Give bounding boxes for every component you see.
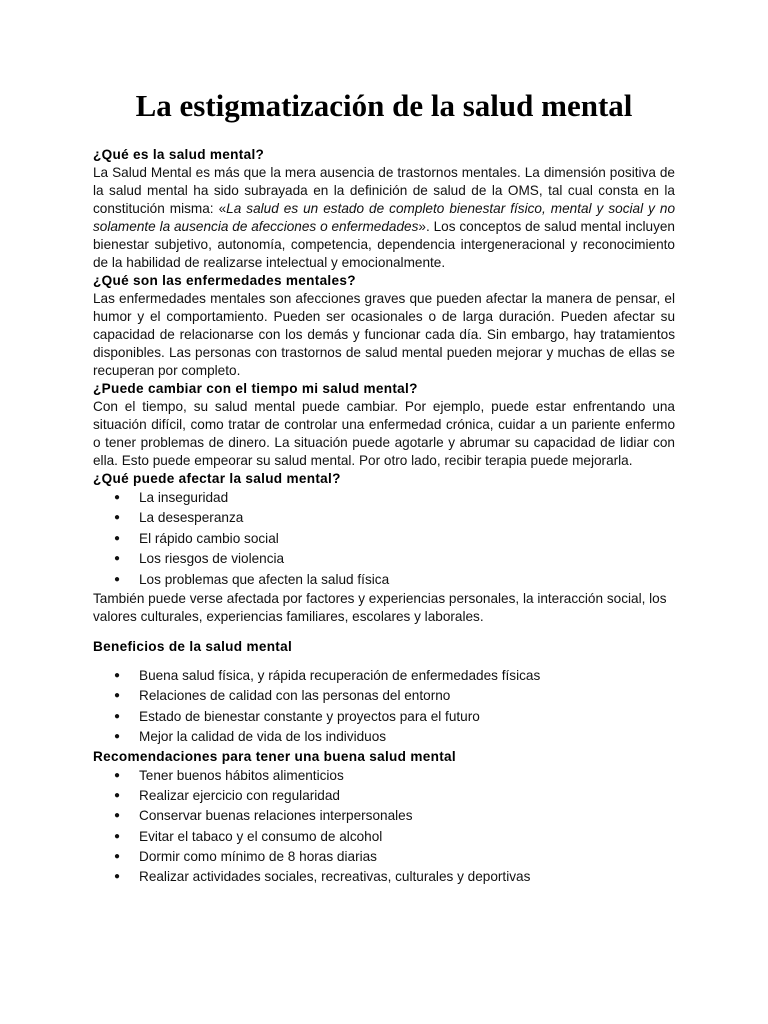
section-heading-que-puede-afectar: ¿Qué puede afectar la salud mental? <box>93 471 341 486</box>
section-paragraph-que-es-salud-mental <box>93 164 675 272</box>
bullet-icon: ● <box>114 553 121 565</box>
spacer <box>93 656 675 666</box>
list-item <box>93 806 675 826</box>
bullet-icon: ● <box>114 830 121 842</box>
bullet-icon: ● <box>114 871 121 883</box>
section-heading-recomendaciones: Recomendaciones para tener una buena salud mental <box>93 748 456 764</box>
list-item <box>93 666 675 686</box>
list-item <box>93 570 675 590</box>
bullet-icon: ● <box>114 669 121 681</box>
list-item <box>93 867 675 887</box>
list-item <box>93 827 675 847</box>
list-item <box>93 508 675 528</box>
list-item-text: El rápido cambio social <box>139 530 279 546</box>
list-item <box>93 766 675 786</box>
section-heading-que-es-salud-mental: ¿Qué es la salud mental? <box>93 147 265 162</box>
bullet-icon: ● <box>114 512 121 524</box>
list-item-text: Estado de bienestar constante y proyectos para el futuro <box>139 708 480 724</box>
list-item-text: Buena salud física, y rápida recuperación de enfermedades físicas <box>139 667 541 683</box>
list-item <box>93 786 675 806</box>
bullet-icon: ● <box>114 573 121 585</box>
list-item-text: Mejor la calidad de vida de los individuos <box>139 729 387 745</box>
list-item-text: Evitar el tabaco y el consumo de alcohol <box>139 828 383 844</box>
list-item <box>93 549 675 569</box>
bullet-icon: ● <box>114 492 121 503</box>
list-item-text: Dormir como mínimo de 8 horas diarias <box>139 849 377 865</box>
list-que-puede-afectar <box>93 488 675 590</box>
section-paragraph-enfermedades-mentales: Las enfermedades mentales son afecciones graves que pueden afectar la manera de pensar, el humor y el comportamiento. Pueden ser ocasionales o de larga duración. Pueden afectar su capacidad de relacionarse con los demás y funcionar cada día. Sin embargo, hay tratamientos disponibles. Las personas con trastornos de salud mental pueden mejorar y muchas de ellas se recuperan por completo. <box>93 291 675 378</box>
bullet-icon: ● <box>114 851 121 863</box>
list-item-text: Los problemas que afecten la salud física <box>139 571 390 587</box>
list-item <box>93 529 675 549</box>
spacer <box>93 626 675 638</box>
oms-definition-quote: La salud es un estado de completo bienestar físico, mental y social y no solamente la ausencia de afecciones o enfermedades <box>93 201 676 234</box>
bullet-icon: ● <box>114 769 121 781</box>
list-item-text: La inseguridad <box>139 490 229 505</box>
paragraph-text: La Salud Mental es más que la mera ausencia de trastornos mentales. La dimensión positiva de la salud mental ha sido subrayada en la definición de salud de la OMS, tal cual consta en la constitución misma: « <box>93 165 675 216</box>
list-item <box>93 488 675 508</box>
list-item-text: Realizar actividades sociales, recreativas, culturales y deportivas <box>139 869 531 885</box>
document-title: La estigmatización de la salud mental <box>135 88 633 123</box>
paragraph-text: ». Los conceptos de salud mental incluyen bienestar subjetivo, autonomía, competencia, dependencia intergeneracional y reconocimiento de la habilidad de realizarse intelectual y emocionalmente. <box>93 219 675 270</box>
list-item-text: Conservar buenas relaciones interpersonales <box>139 808 413 824</box>
list-item-text: Relaciones de calidad con las personas del entorno <box>139 688 451 704</box>
bullet-icon: ● <box>114 710 121 722</box>
list-item-text: La desesperanza <box>139 510 244 526</box>
list-item <box>93 847 675 867</box>
bullet-icon: ● <box>114 731 121 743</box>
section-heading-cambiar-con-tiempo: ¿Puede cambiar con el tiempo mi salud mental? <box>93 381 418 396</box>
document-body <box>93 146 675 888</box>
section-heading-beneficios: Beneficios de la salud mental <box>93 638 293 654</box>
section-paragraph-factores: También puede verse afectada por factores y experiencias personales, la interacción social, los valores culturales, experiencias familiares, escolares y laborales. <box>93 590 667 624</box>
list-item-text: Realizar ejercicio con regularidad <box>139 787 340 803</box>
list-item-text: Tener buenos hábitos alimenticios <box>139 767 344 783</box>
bullet-icon: ● <box>114 789 121 801</box>
bullet-icon: ● <box>114 690 121 702</box>
list-item <box>93 686 675 706</box>
section-heading-enfermedades-mentales: ¿Qué son las enfermedades mentales? <box>93 273 356 288</box>
bullet-icon: ● <box>114 532 121 544</box>
list-beneficios <box>93 666 675 748</box>
list-recomendaciones <box>93 766 675 888</box>
bullet-icon: ● <box>114 810 121 822</box>
list-item <box>93 707 675 727</box>
section-paragraph-cambiar-con-tiempo: Con el tiempo, su salud mental puede cambiar. Por ejemplo, puede estar enfrentando una situación difícil, como tratar de controlar una enfermedad crónica, cuidar a un pariente enfermo o tener problemas de dinero. La situación puede agotarle y abrumar su capacidad de lidiar con ella. Esto puede empeorar su salud mental. Por otro lado, recibir terapia puede mejorarla. <box>93 399 675 468</box>
list-item <box>93 727 675 747</box>
list-item-text: Los riesgos de violencia <box>139 551 285 567</box>
